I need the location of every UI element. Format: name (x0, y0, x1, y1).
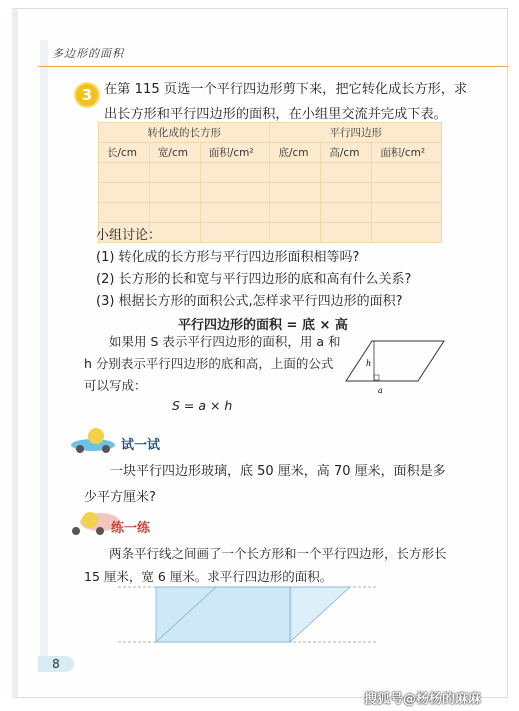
table-group-header: 平行四边形 (270, 123, 442, 143)
table-column-header: 底/cm (270, 143, 321, 163)
equation: S = a × h (172, 398, 233, 413)
height-label: h (366, 359, 372, 368)
practice-label: 练一练 (111, 521, 151, 536)
table-row (99, 203, 442, 223)
header-rule (38, 66, 508, 67)
table-column-header: 长/cm (99, 143, 150, 163)
table-row (99, 163, 442, 183)
area-formula: 平行四边形的面积 = 底 × 高 (178, 318, 348, 333)
try-it-text: 一块平行四边形玻璃，底 50 厘米，高 70 厘米，面积是多少平方厘米? (84, 464, 446, 505)
discussion-title: 小组讨论： (96, 228, 162, 243)
parallelogram-figure (340, 335, 450, 397)
table-column-header: 面积/cm² (372, 143, 442, 163)
explanation-paragraph: 如果用 S 表示平行四边形的面积，用 a 和 h 分别表示平行四边形的底和高，上面的公式可以写成： (84, 334, 341, 393)
watermark: 搜狐号@杨杨的麻麻 (364, 692, 482, 707)
rectangle-parallelogram-figure (118, 580, 378, 652)
question-number-badge: 3 (76, 84, 98, 106)
practice-text: 两条平行线之间画了一个长方形和一个平行四边形，长方形长 15 厘米，宽 6 厘米。求平行四边形的面积。 (84, 546, 447, 584)
table-group-header: 转化成的长方形 (99, 123, 270, 143)
chapter-header: 多边形的面积 (52, 47, 124, 60)
discussion-item: (1) 转化成的长方形与平行四边形面积相等吗? (96, 250, 360, 265)
car-icon (66, 425, 124, 453)
discussion-item: (2) 长方形的长和宽与平行四边形的底和高有什么关系? (96, 272, 412, 287)
table-row (99, 183, 442, 203)
table-column-header: 面积/cm² (200, 143, 270, 163)
base-label: a (378, 386, 383, 395)
table-column-header: 宽/cm (149, 143, 200, 163)
discussion-item: (3) 根据长方形的面积公式,怎样求平行四边形的面积? (96, 294, 403, 309)
page-number: 8 (38, 656, 74, 672)
question-text: 在第 115 页选一个平行四边形剪下来，把它转化成长方形，求出长方形和平行四边形的面积，在小组里交流并完成下表。 (104, 82, 468, 122)
table-column-header: 高/cm (321, 143, 372, 163)
try-it-label: 试一试 (121, 438, 161, 453)
page-margin-strip (40, 40, 48, 660)
